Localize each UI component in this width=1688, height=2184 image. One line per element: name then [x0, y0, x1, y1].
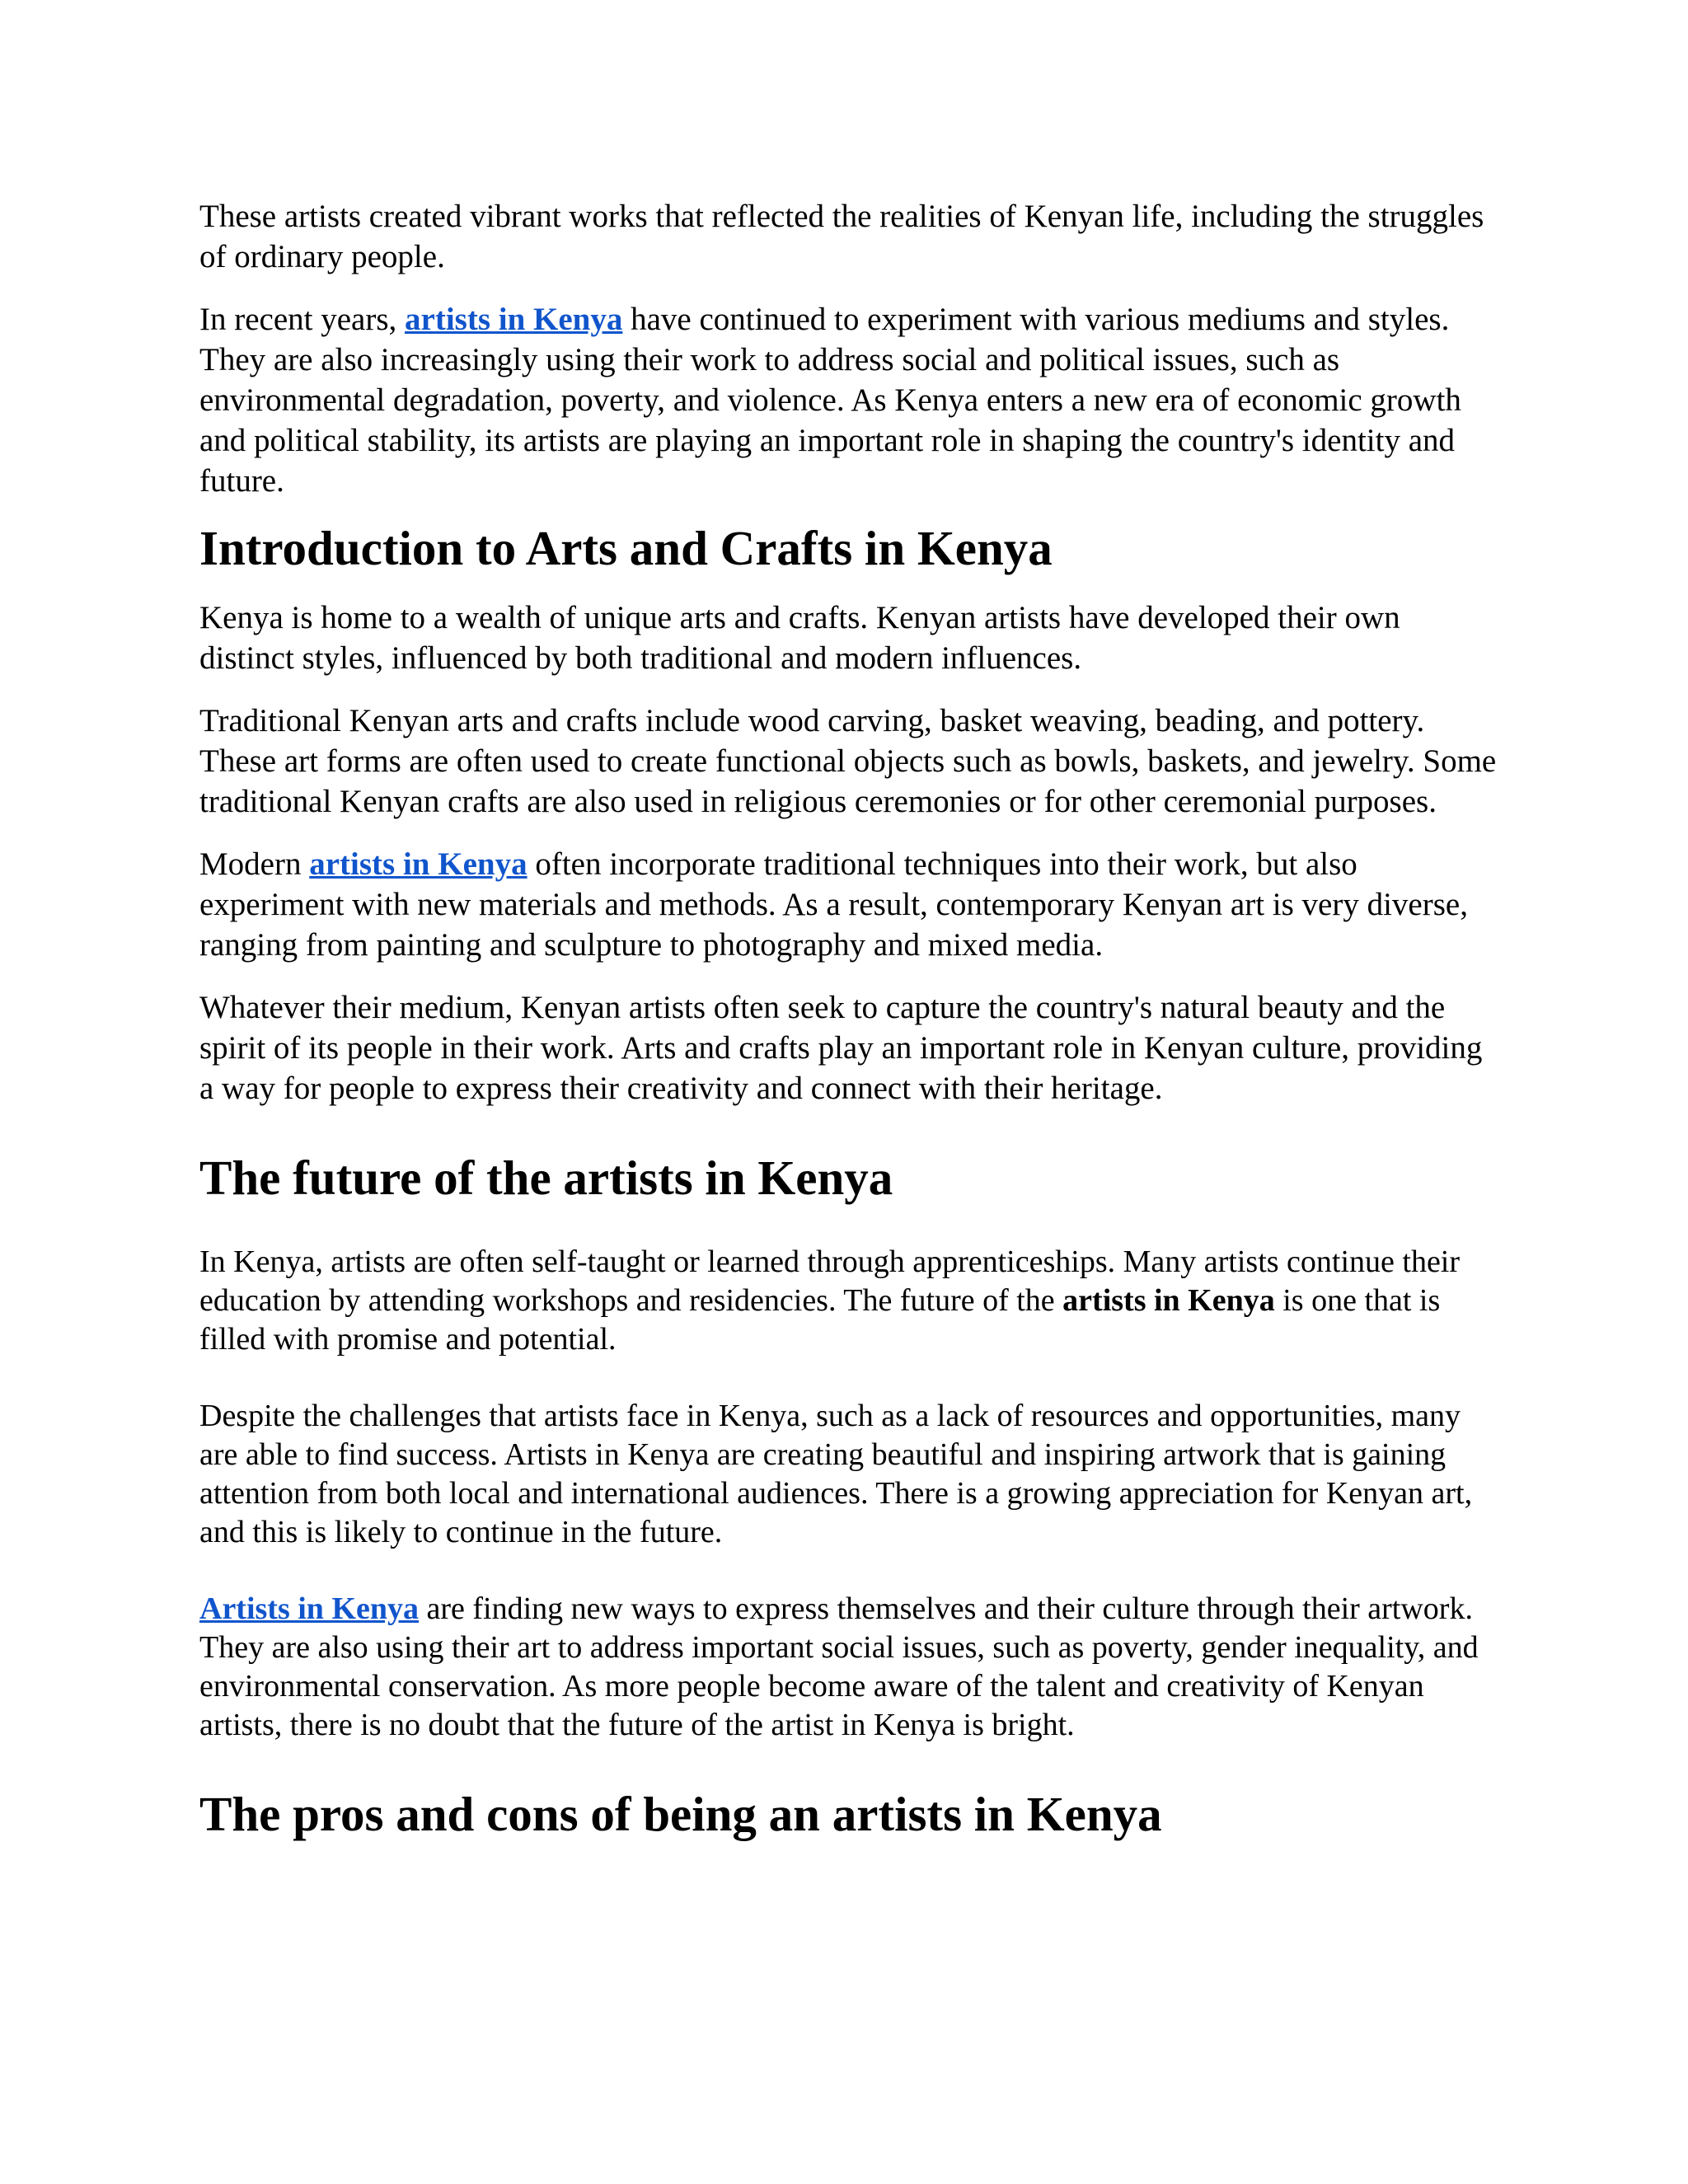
- text-segment: often incorporate traditional techniques into their work, but also experiment with new materials and methods. As a result, contemporary Kenyan art is very diverse, ranging from painting and sculpture to photography and mixed media.: [199, 846, 1468, 963]
- future-section-body: [199, 1243, 1502, 1745]
- arts-paragraph-3: [199, 844, 1502, 965]
- future-paragraph-1: [199, 1243, 1502, 1359]
- text-segment: In Kenya, artists are often self-taught or learned through apprenticeships. Many artists continue their education by attending workshops and residencies. The future of the: [199, 1244, 1461, 1318]
- text-segment: are finding new ways to express themselves and their culture through their artwork. They are also using their art to address important social issues, such as poverty, gender inequality, and environmental conservation. As more people become aware of the talent and creativity of Kenyan artists, there is no doubt that the future of the artist in Kenya is bright.: [199, 1591, 1479, 1742]
- artists-in-kenya-link[interactable]: artists in Kenya: [405, 302, 623, 337]
- arts-paragraph-4: Whatever their medium, Kenyan artists often seek to capture the country's natural beauty and the spirit of its people in their work. Arts and crafts play an important role in Kenyan culture, providing a way for people to express their creativity and connect with their heritage.: [199, 990, 1483, 1106]
- intro-paragraph-2: [199, 299, 1502, 501]
- text-segment: is one that is filled with promise and potential.: [199, 1283, 1441, 1357]
- arts-paragraph-1: Kenya is home to a wealth of unique arts and crafts. Kenyan artists have developed their own distinct styles, influenced by both traditional and modern influences.: [199, 600, 1400, 676]
- heading-intro-arts-crafts: Introduction to Arts and Crafts in Kenya: [199, 521, 1053, 575]
- text-segment: In recent years,: [199, 302, 406, 337]
- future-paragraph-3: [199, 1590, 1502, 1745]
- text-segment: Modern: [199, 846, 310, 882]
- future-paragraph-2: Despite the challenges that artists face in Kenya, such as a lack of resources and opportunities, many are able to find success. Artists in Kenya are creating beautiful and inspiring artwork that is gaining attention from both local and international audiences. There is a growing appreciation for Kenyan art, and this is likely to continue in the future.: [199, 1399, 1473, 1549]
- intro-paragraph-1: These artists created vibrant works that reflected the realities of Kenyan life, including the struggles of ordinary people.: [199, 199, 1484, 274]
- bold-keyword: artists in Kenya: [1062, 1283, 1275, 1318]
- artists-in-kenya-link[interactable]: artists in Kenya: [309, 846, 528, 882]
- artists-in-kenya-link[interactable]: Artists in Kenya: [199, 1591, 419, 1626]
- arts-paragraph-2: Traditional Kenyan arts and crafts include wood carving, basket weaving, beading, and pottery. These art forms are often used to create functional objects such as bowls, baskets, and jewelry. Some traditional Kenyan crafts are also used in religious ceremonies or for other ceremonial purposes.: [199, 703, 1497, 819]
- document-page: [199, 196, 1502, 1841]
- heading-pros-cons: The pros and cons of being an artists in Kenya: [199, 1787, 1162, 1841]
- text-segment: have continued to experiment with various mediums and styles. They are also increasingly using their work to address social and political issues, such as environmental degradation, poverty, and violence. As Kenya enters a new era of economic growth and political stability, its artists are playing an important role in shaping the country's identity and future.: [199, 302, 1461, 499]
- heading-future-artists: The future of the artists in Kenya: [199, 1151, 893, 1205]
